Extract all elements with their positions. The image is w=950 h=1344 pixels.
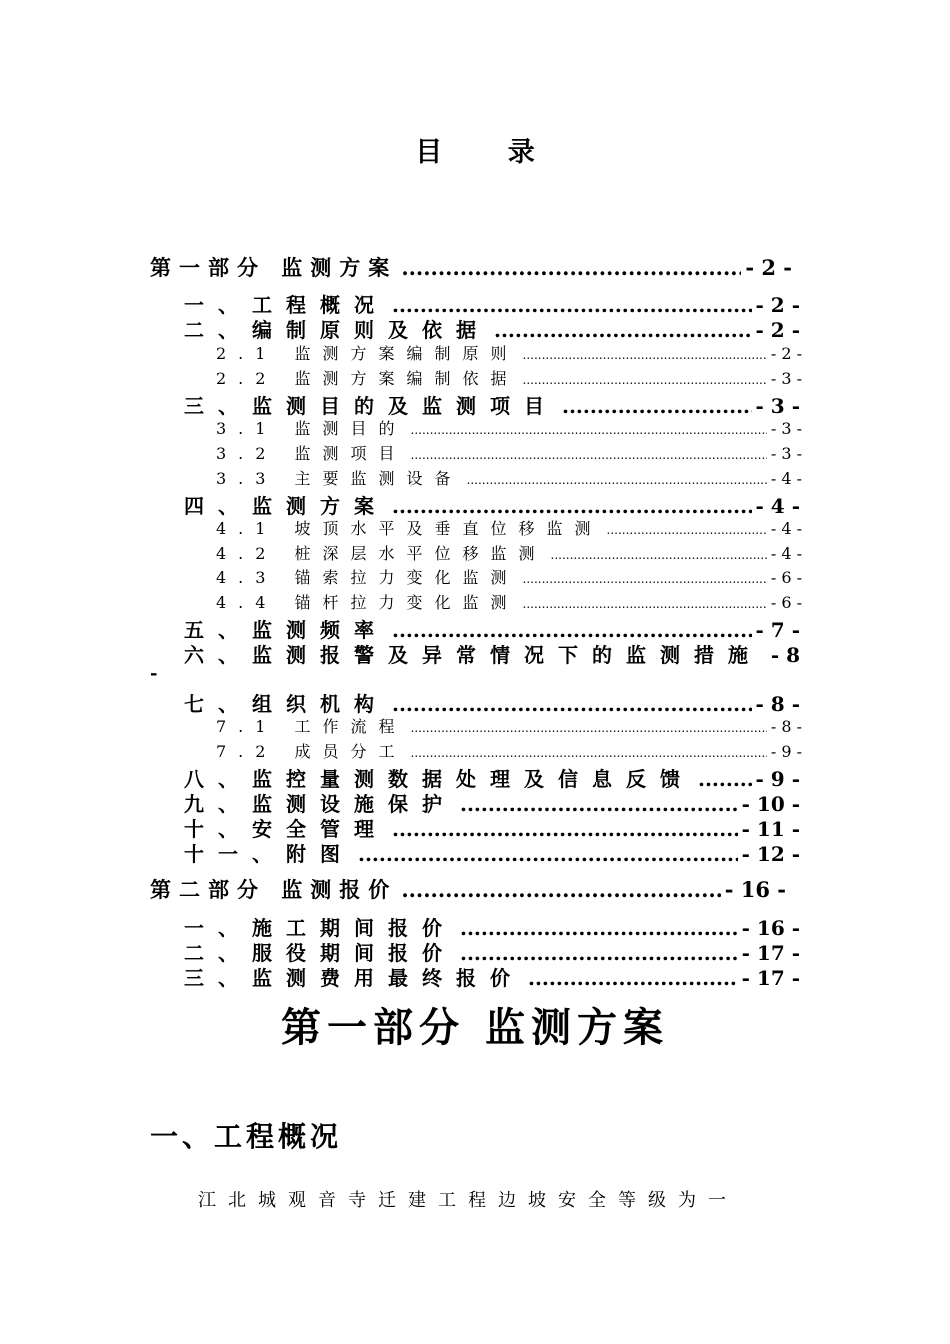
- toc-entry[interactable]: [216, 714, 802, 737]
- toc-leader-dots: [523, 572, 767, 586]
- toc-entry-label: 十、安全管理: [184, 817, 388, 841]
- toc-entry-label: 十一、附图: [184, 842, 354, 866]
- toc-entry-page: - 4 -: [770, 544, 802, 563]
- toc-leader-dots: [401, 877, 720, 902]
- toc-entry-page: - 17 -: [741, 941, 800, 965]
- toc-leader-dots: [358, 842, 738, 866]
- toc-entry-page: - 3 -: [770, 369, 802, 388]
- toc-leader-dots: [392, 494, 752, 518]
- toc-entry-page: - 11 -: [741, 817, 800, 841]
- toc-leader-dots: [551, 548, 767, 562]
- toc-entry-page: - 7 -: [755, 618, 800, 642]
- toc-entry-page-wrap: -: [150, 663, 158, 684]
- toc-entry[interactable]: [184, 962, 800, 991]
- toc-entry[interactable]: [184, 688, 800, 717]
- toc-entry-label: 一、工程概况: [184, 293, 388, 317]
- toc-entry-label: 4.1 坡顶水平及垂直位移监测: [216, 519, 603, 538]
- toc-entry[interactable]: [150, 874, 786, 904]
- toc-entry-page: - 8 -: [770, 717, 802, 736]
- toc-entry-page: - 16 -: [741, 916, 800, 940]
- toc-leader-dots: [523, 348, 767, 362]
- toc-leader-dots: [411, 721, 767, 735]
- toc-entry-label: 3.1 监测目的: [216, 419, 407, 438]
- toc-entry-label: 7.2 成员分工: [216, 742, 407, 761]
- toc-leader-dots: [467, 473, 767, 487]
- toc-entry[interactable]: [184, 314, 800, 343]
- toc-entry[interactable]: [184, 639, 800, 668]
- toc-leader-dots: [523, 373, 767, 387]
- toc-entry-label: 六、监测报警及异常情况下的监测措施: [184, 643, 762, 667]
- toc-entry-label: 八、监控量测数据处理及信息反馈: [184, 767, 694, 791]
- toc-entry-page: - 8: [770, 643, 800, 667]
- toc-entry[interactable]: [216, 341, 802, 364]
- toc-entry[interactable]: [216, 466, 802, 489]
- toc-entry-page: - 12 -: [741, 842, 800, 866]
- toc-leader-dots: [411, 423, 767, 437]
- toc-entry-label: 4.2 桩深层水平位移监测: [216, 544, 547, 563]
- toc-entry-page: - 2 -: [770, 344, 802, 363]
- toc-entry-page: - 6 -: [770, 568, 802, 587]
- toc-entry-label: 第二部分 监测报价: [150, 877, 398, 902]
- toc-entry-label: 五、监测频率: [184, 618, 388, 642]
- toc-entry-label: 7.1 工作流程: [216, 717, 407, 736]
- toc-entry[interactable]: [216, 565, 802, 588]
- toc-entry-page: - 9 -: [770, 742, 802, 761]
- toc-entry-page: - 2 -: [755, 318, 800, 342]
- toc-entry-page: - 10 -: [741, 792, 800, 816]
- toc-entry[interactable]: [216, 366, 802, 389]
- toc-entry-page: - 2 -: [745, 255, 792, 280]
- toc-entry-label: 二、编制原则及依据: [184, 318, 490, 342]
- toc-leader-dots: [528, 966, 738, 990]
- toc-leader-dots: [411, 448, 767, 462]
- toc-entry[interactable]: [184, 838, 800, 867]
- toc-entry-label: 七、组织机构: [184, 692, 388, 716]
- toc-entry-page: - 3 -: [755, 394, 800, 418]
- toc-entry[interactable]: [184, 490, 800, 519]
- toc-leader-dots: [607, 523, 767, 537]
- toc-leader-dots: [392, 692, 752, 716]
- toc-entry-label: 第一部分 监测方案: [150, 255, 398, 280]
- toc-entry[interactable]: [216, 541, 802, 564]
- toc-entry-label: 4.4 锚杆拉力变化监测: [216, 593, 519, 612]
- toc-entry-page: - 16 -: [724, 877, 786, 902]
- toc-entry-label: 三、监测目的及监测项目: [184, 394, 558, 418]
- toc-entry-page: - 3 -: [770, 444, 802, 463]
- part-heading: 第一部分 监测方案: [281, 1004, 669, 1051]
- toc-entry-label: 2.1 监测方案编制原则: [216, 344, 519, 363]
- toc-entry[interactable]: [216, 441, 802, 464]
- toc-entry-page: - 8 -: [755, 692, 800, 716]
- toc-entry-label: 2.2 监测方案编制依据: [216, 369, 519, 388]
- toc-entry-page: - 4 -: [755, 494, 800, 518]
- toc-entry-page: - 6 -: [770, 593, 802, 612]
- body-paragraph: 江北城观音寺迁建工程边坡安全等级为一: [198, 1190, 738, 1211]
- toc-entry-label: 一、施工期间报价: [184, 916, 456, 940]
- toc-title: 目 录: [415, 137, 563, 168]
- toc-entry-label: 3.3 主要监测设备: [216, 469, 463, 488]
- toc-entry-label: 三、监测费用最终报价: [184, 966, 524, 990]
- toc-entry-label: 4.3 锚索拉力变化监测: [216, 568, 519, 587]
- toc-entry-label: 3.2 监测项目: [216, 444, 407, 463]
- toc-leader-dots: [523, 597, 767, 611]
- toc-entry-page: - 4 -: [770, 519, 802, 538]
- toc-entry[interactable]: [150, 252, 792, 282]
- toc-entry-page: - 4 -: [770, 469, 802, 488]
- toc-leader-dots: [494, 318, 752, 342]
- toc-entry-page: - 3 -: [770, 419, 802, 438]
- toc-entry-page: - 17 -: [741, 966, 800, 990]
- toc-entry-label: 二、服役期间报价: [184, 941, 456, 965]
- section-heading: 一、工程概况: [150, 1120, 343, 1153]
- toc-entry[interactable]: [216, 416, 802, 439]
- toc-entry-label: 四、监测方案: [184, 494, 388, 518]
- toc-entry[interactable]: [216, 739, 802, 762]
- toc-entry-label: 九、监测设施保护: [184, 792, 456, 816]
- toc-entry[interactable]: [184, 390, 800, 419]
- toc-leader-dots: [562, 394, 752, 418]
- toc-entry[interactable]: [216, 516, 802, 539]
- toc-entry-page: - 9 -: [755, 767, 800, 791]
- toc-leader-dots: [411, 746, 767, 760]
- toc-entry[interactable]: [216, 590, 802, 613]
- toc-entry-page: - 2 -: [755, 293, 800, 317]
- toc-leader-dots: [401, 255, 741, 280]
